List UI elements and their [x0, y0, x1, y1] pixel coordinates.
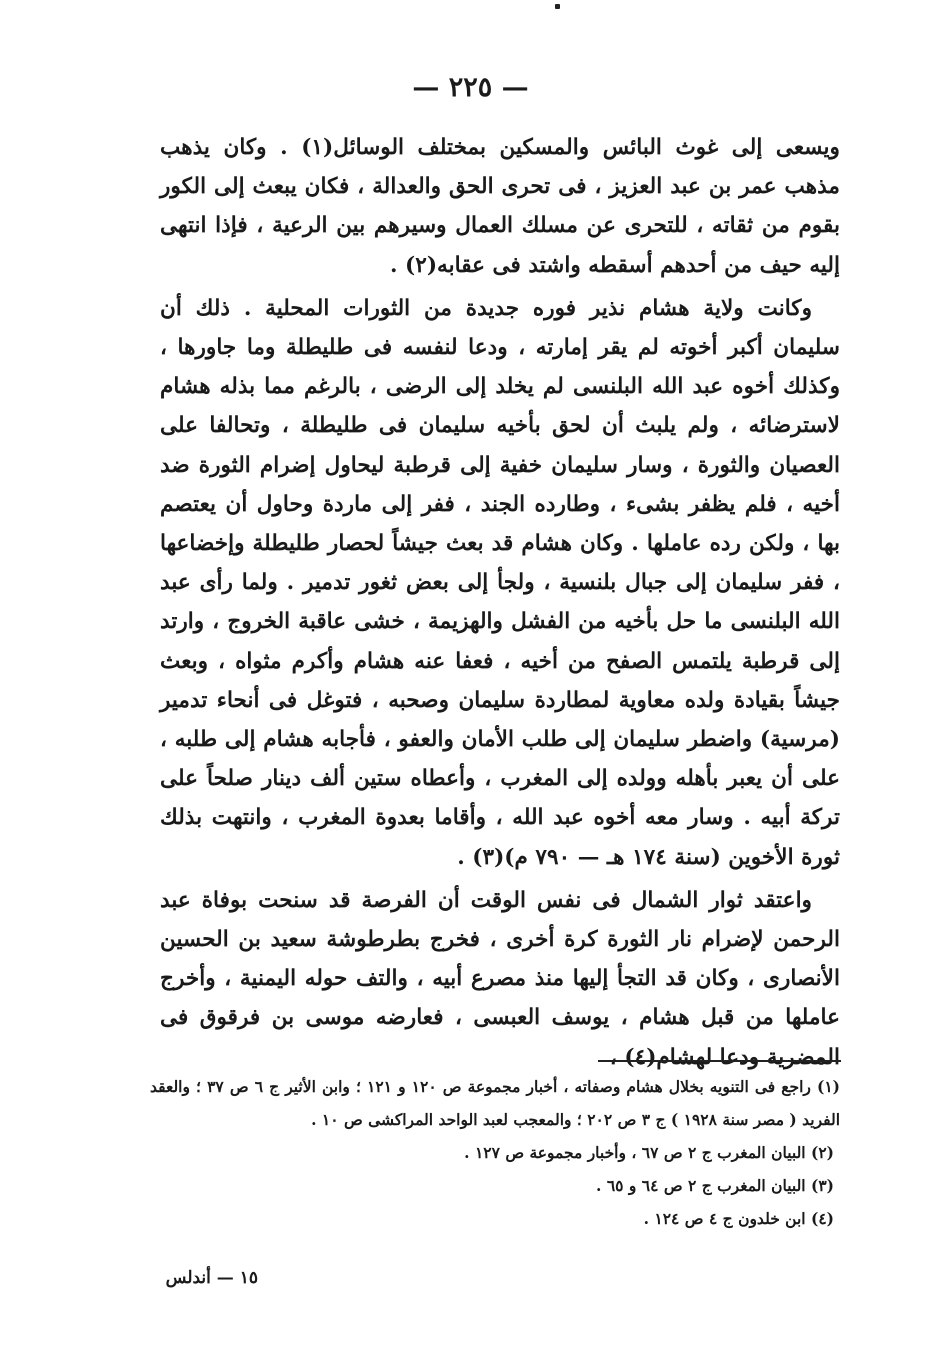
paragraph: واعتقد ثوار الشمال فى نفس الوقت أن الفرصة قد سنحت بوفاة عبد الرحمن لإضرام نار الثورة كرة أخرى ، فخرج بطرطوشة سعيد بن الحسين الأنصارى ، وكان قد التجأ إليها منذ مصرع أبيه ، والتف حوله اليمنية ، وأخرج عاملها من قبل هشام ، يوسف العبسى ، فعارضه موسى بن فرقوق فى المضرية ودعا لهشام(٤) ،	[160, 887, 840, 1070]
signature-mark: ١٥ — أندلس	[165, 1268, 258, 1288]
body-text	[160, 128, 840, 1081]
top-margin-mark	[555, 4, 560, 9]
footnote-1: (١) راجع فى التنويه بخلال هشام وصفاته ، أخبار مجموعة ص ١٢٠ و ١٢١ ؛ وابن الأثير ج ٦ ص ٣٧ ؛ والعقد الفريد ( مصر سنة ١٩٢٨ ) ج ٣ ص ٢٠٢ ؛ والمعجب لعبد الواحد المراكشى ص ١٠ .	[150, 1077, 840, 1129]
footnote-4: (٤) ابن خلدون ج ٤ ص ١٢٤ .	[643, 1209, 834, 1228]
footnotes	[150, 1070, 840, 1235]
footnote-2: (٢) البيان المغرب ج ٢ ص ٦٧ ، وأخبار مجموعة ص ١٢٧ .	[464, 1143, 834, 1162]
footnote-divider	[598, 1060, 841, 1062]
page-number: — ٢٢٥ —	[412, 72, 529, 103]
footnote-3: (٣) البيان المغرب ج ٢ ص ٦٤ و ٦٥ .	[596, 1176, 834, 1195]
paragraph: ويسعى إلى غوث البائس والمسكين بمختلف الوسائل(١) . وكان يذهب مذهب عمر بن عبد العزيز ، فى تحرى الحق والعدالة ، فكان يبعث إلى الكور بقوم من ثقاته ، للتحرى عن مسلك العمال وسيرهم بين الرعية ، فإذا انتهى إليه حيف من أحدهم أسقطه واشتد فى عقابه(٢) .	[160, 135, 840, 278]
paragraph: وكانت ولاية هشام نذير فوره جديدة من الثورات المحلية . ذلك أن سليمان أكبر أخوته لم يقر إمارته ، ودعا لنفسه فى طليطلة وما جاورها ، وكذلك أخوه عبد الله البلنسى لم يخلد إلى الرضى ، بالرغم مما بذله هشام لاسترضائه ، ولم يلبث أن لحق بأخيه سليمان فى طليطلة ، وتحالفا على العصيان والثورة ، وسار سليمان خفية إلى قرطبة ليحاول إضرام الثورة ضد أخيه ، فلم يظفر بشىء ، وطارده الجند ، ففر إلى ماردة وحاول أن يعتصم بها ، ولكن رده عاملها . وكان هشام قد بعث جيشاً لحصار طليطلة وإخضاعها ، ففر سليمان إلى جبال بلنسية ، ولجأ إلى بعض ثغور تدمير . ولما رأى عبد الله البلنسى ما حل بأخيه من الفشل والهزيمة ، خشى عاقبة الخروج ، وارتد إلى قرطبة يلتمس الصفح من أخيه ، فعفا عنه هشام وأكرم مثواه ، وبعث جيشاً بقيادة ولده معاوية لمطاردة سليمان وصحبه ، فتوغل فى أنحاء تدمير (مرسية) واضطر سليمان إلى طلب الأمان والعفو ، فأجابه هشام إلى طلبه ، على أن يعبر بأهله وولده إلى المغرب ، وأعطاه ستين ألف دينار صلحاً على تركة أبيه . وسار معه أخوه عبد الله ، وأقاما بعدوة المغرب ، وانتهت بذلك ثورة الأخوين (سنة ١٧٤ هـ — ٧٩٠ م)(٣) .	[160, 295, 840, 870]
